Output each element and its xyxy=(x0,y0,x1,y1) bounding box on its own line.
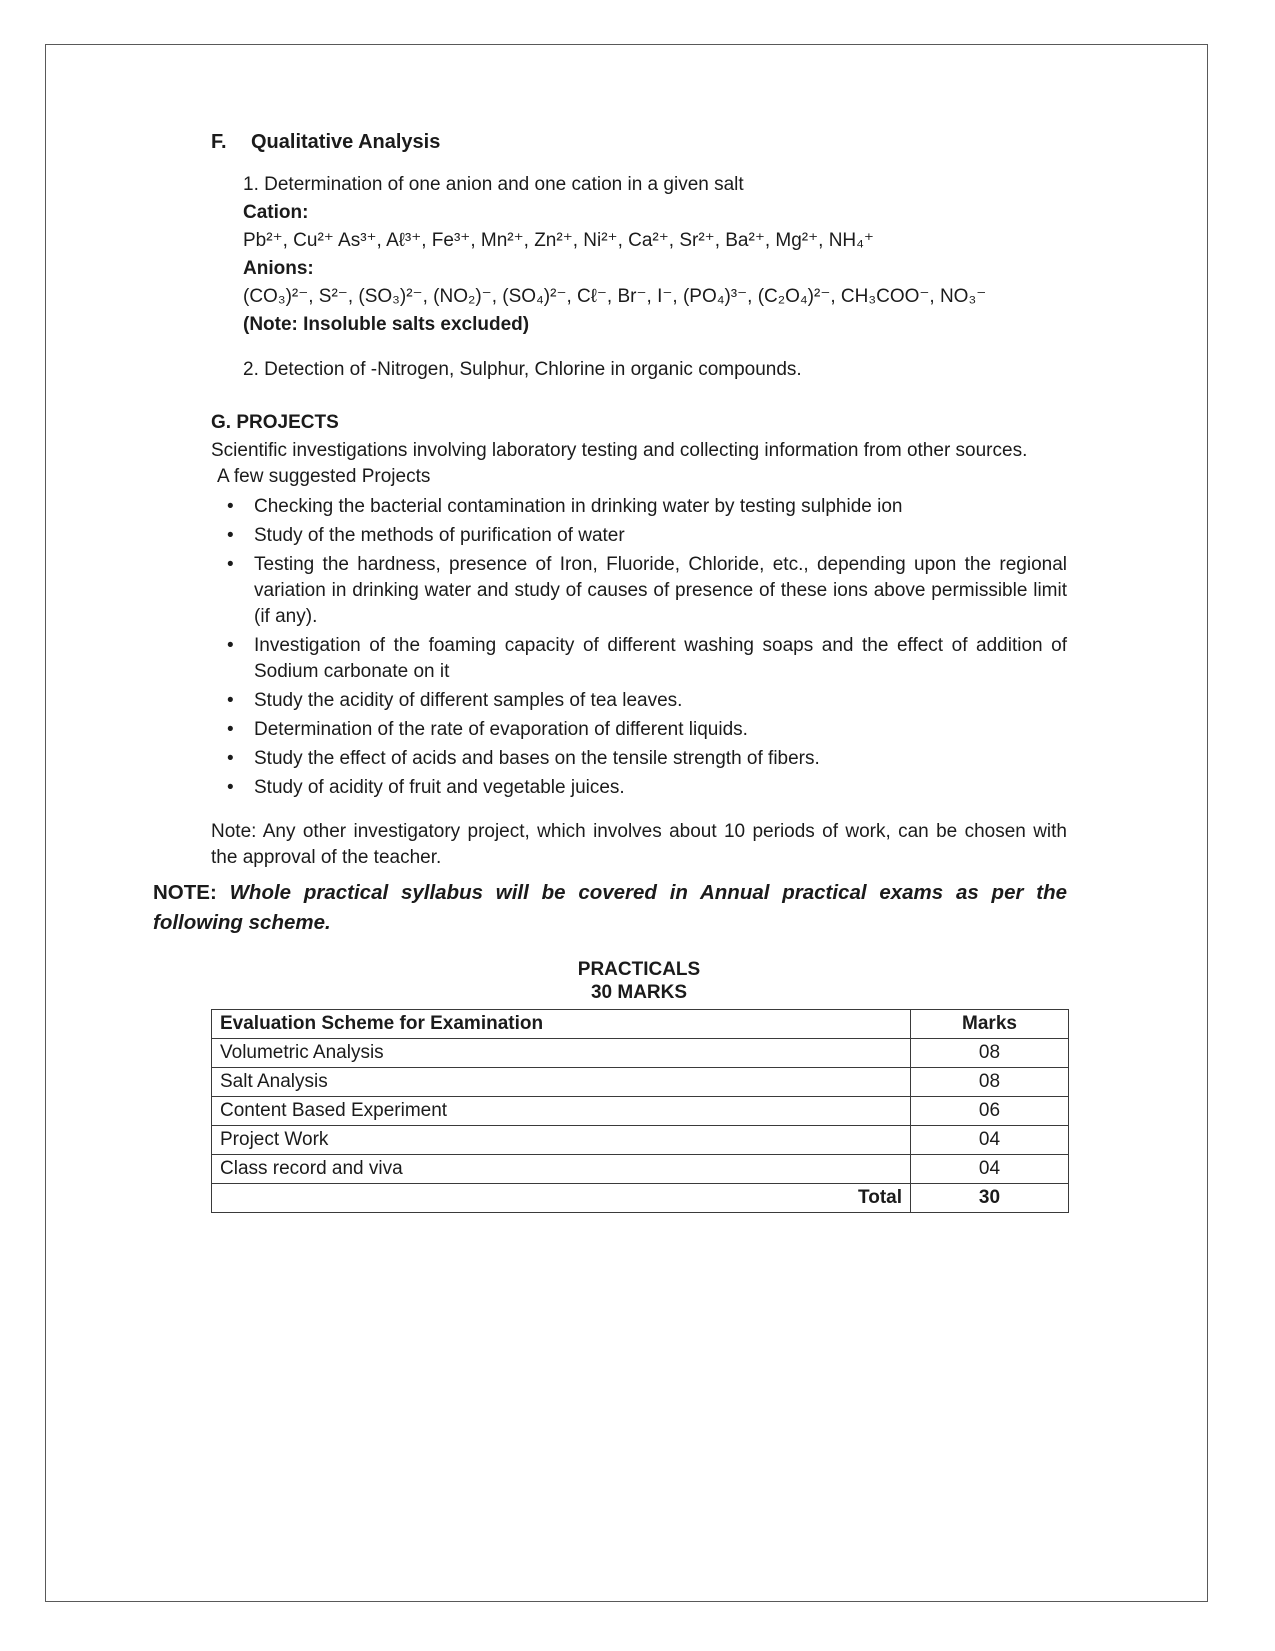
project-item: • Study of acidity of fruit and vegetable juices. xyxy=(211,775,1067,801)
suggested-projects-line: A few suggested Projects xyxy=(217,466,431,487)
project-approval-note: Note: Any other investigatory project, which involves about 10 periods of work, can be chosen with the approval of the teacher. xyxy=(211,821,1067,868)
practicals-title: PRACTICALS xyxy=(577,959,701,980)
final-note-label: NOTE: xyxy=(153,881,217,904)
project-item: • Investigation of the foaming capacity of different washing soaps and the effect of addition of Sodium carbonate on it xyxy=(211,633,1067,685)
table-row xyxy=(212,1097,1069,1126)
section-g-heading: G. PROJECTS xyxy=(211,412,339,433)
cation-list: Pb²⁺, Cu²⁺ As³⁺, Aℓ³⁺, Fe³⁺, Mn²⁺, Zn²⁺, Ni²⁺, Ca²⁺, Sr²⁺, Ba²⁺, Mg²⁺, NH₄⁺ xyxy=(243,230,874,251)
section-f-label: F. xyxy=(211,131,227,153)
row-label: Content Based Experiment xyxy=(212,1097,911,1126)
project-item: • Testing the hardness, presence of Iron, Fluoride, Chloride, etc., depending upon the regional variation in drinking water and study of causes of presence of these ions above permissible limit (if any). xyxy=(211,552,1067,630)
project-item: • Checking the bacterial contamination in drinking water by testing sulphide ion xyxy=(211,494,1067,520)
table-total-row xyxy=(212,1184,1069,1213)
table-row xyxy=(212,1155,1069,1184)
section-g xyxy=(211,410,1067,871)
total-value: 30 xyxy=(911,1184,1069,1213)
cation-label: Cation: xyxy=(243,202,309,223)
project-item: • Determination of the rate of evaporation of different liquids. xyxy=(211,717,1067,743)
section-f-heading xyxy=(211,129,1067,155)
insoluble-salts-note: (Note: Insoluble salts excluded) xyxy=(243,314,530,335)
row-marks: 04 xyxy=(911,1126,1069,1155)
table-header-row xyxy=(212,1010,1069,1039)
projects-list xyxy=(211,494,1067,801)
table-row xyxy=(212,1039,1069,1068)
detection-line: 2. Detection of -Nitrogen, Sulphur, Chlorine in organic compounds. xyxy=(243,359,802,380)
section-f-title: Qualitative Analysis xyxy=(251,131,441,153)
project-item: • Study of the methods of purification of water xyxy=(211,523,1067,549)
anions-label: Anions: xyxy=(243,258,314,279)
project-item: • Study the acidity of different samples of tea leaves. xyxy=(211,688,1067,714)
section-g-intro: Scientific investigations involving laboratory testing and collecting information from other sources. xyxy=(211,440,1028,461)
page-border xyxy=(45,44,1208,1602)
row-label: Volumetric Analysis xyxy=(212,1039,911,1068)
total-label: Total xyxy=(212,1184,911,1213)
anions-list: (CO₃)²⁻, S²⁻, (SO₃)²⁻, (NO₂)⁻, (SO₄)²⁻, Cℓ⁻, Br⁻, I⁻, (PO₄)³⁻, (C₂O₄)²⁻, CH₃COO⁻, NO₃⁻ xyxy=(243,286,987,307)
row-marks: 08 xyxy=(911,1039,1069,1068)
section-f-body xyxy=(243,172,1067,383)
final-note xyxy=(153,878,1067,938)
row-marks: 08 xyxy=(911,1068,1069,1097)
project-item: • Study the effect of acids and bases on the tensile strength of fibers. xyxy=(211,746,1067,772)
final-note-text: Whole practical syllabus will be covered in Annual practical exams as per the following scheme. xyxy=(153,881,1067,934)
practicals-heading xyxy=(211,958,1067,1004)
row-marks: 04 xyxy=(911,1155,1069,1184)
table-row xyxy=(212,1068,1069,1097)
row-label: Class record and viva xyxy=(212,1155,911,1184)
practicals-marks-subtitle: 30 MARKS xyxy=(590,982,688,1003)
table-row xyxy=(212,1126,1069,1155)
evaluation-scheme-table xyxy=(211,1009,1069,1213)
document-content xyxy=(46,45,1207,1213)
header-marks: Marks xyxy=(911,1010,1069,1039)
row-marks: 06 xyxy=(911,1097,1069,1126)
header-evaluation-scheme: Evaluation Scheme for Examination xyxy=(212,1010,911,1039)
row-label: Project Work xyxy=(212,1126,911,1155)
row-label: Salt Analysis xyxy=(212,1068,911,1097)
determination-line: 1. Determination of one anion and one cation in a given salt xyxy=(243,174,744,195)
